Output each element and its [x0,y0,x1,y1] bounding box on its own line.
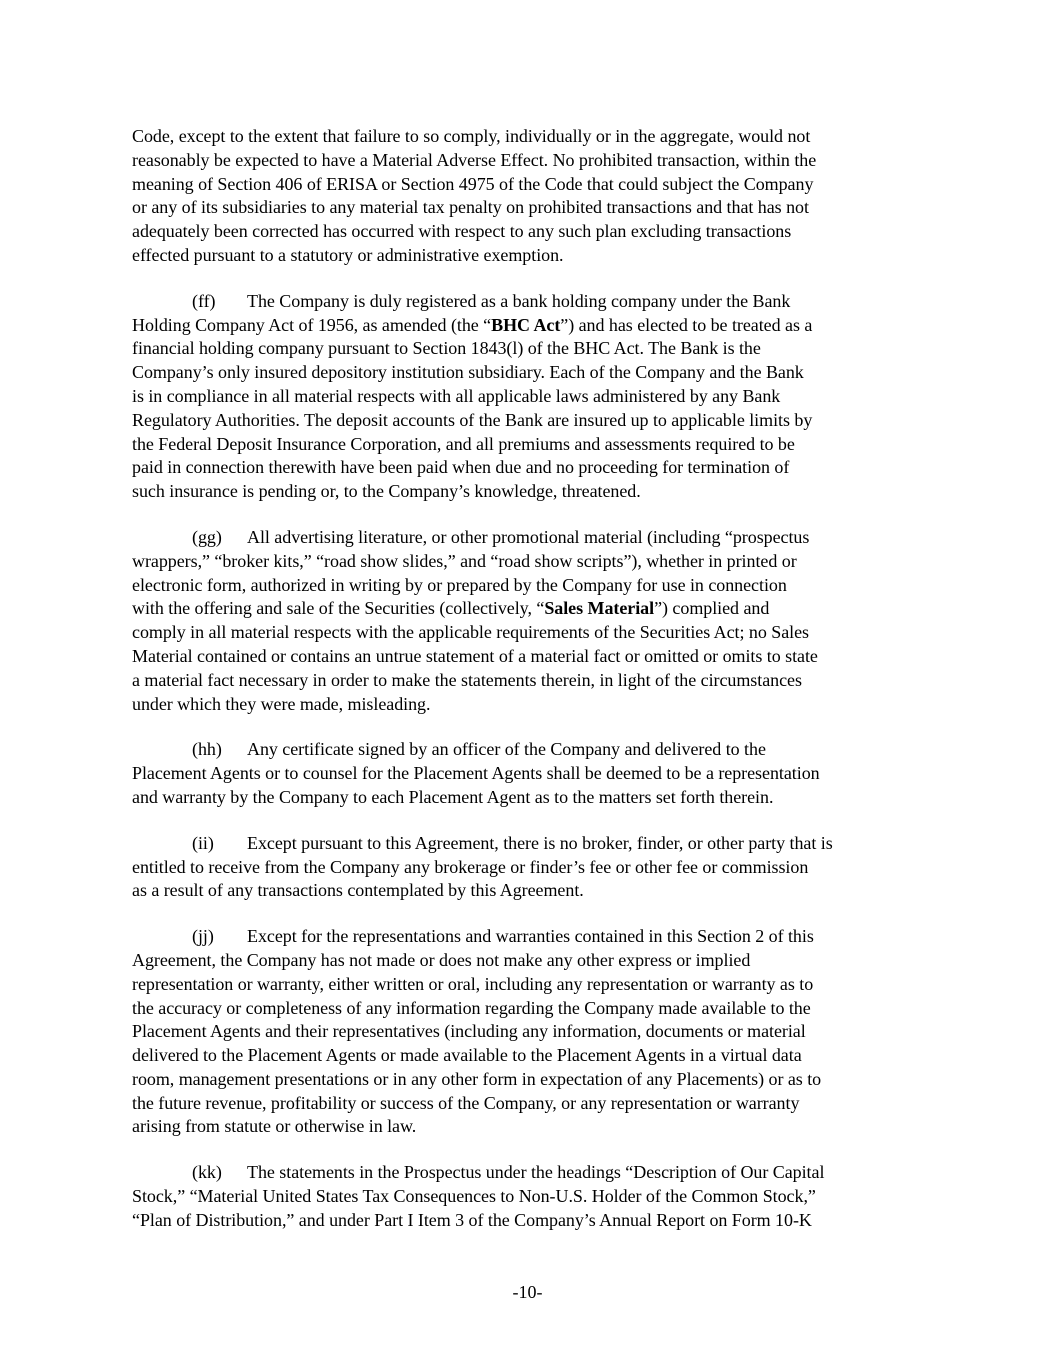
text-line: effected pursuant to a statutory or administrative exemption. [132,244,564,265]
paragraph-ff [132,290,932,504]
text-line: arising from statute or otherwise in law. [132,1116,417,1137]
text-line: Placement Agents or to counsel for the Placement Agents shall be deemed to be a representation [132,763,820,784]
text-line: Company’s only insured depository institution subsidiary. Each of the Company and the Bank [132,362,804,383]
defined-term: BHC Act [491,314,561,335]
document-body [132,125,932,1255]
paragraph-label: (gg) [192,526,222,547]
text-line: and warranty by the Company to each Placement Agent as to the matters set forth therein. [132,786,774,807]
text-line: comply in all material respects with the applicable requirements of the Securities Act; no Sales [132,622,809,643]
text-line: reasonably be expected to have a Material Adverse Effect. No prohibited transaction, within the [132,149,817,170]
text-line: under which they were made, misleading. [132,693,431,714]
text-line: (jj) Except for the representations and warranties contained in this Section 2 of this [132,925,932,949]
paragraph-label: (hh) [192,739,222,760]
text-line: “Plan of Distribution,” and under Part I Item 3 of the Company’s Annual Report on Form 10-K [132,1209,812,1230]
paragraph-label: (ff) [192,290,216,311]
text-line: wrappers,” “broker kits,” “road show slides,” and “road show scripts”), whether in printed or [132,550,797,571]
paragraph-continued [132,125,932,268]
text-line: or any of its subsidiaries to any material tax penalty on prohibited transactions and that has not [132,197,809,218]
defined-term: Sales Material [544,598,655,619]
text-line: is in compliance in all material respects with all applicable laws administered by any Bank [132,385,781,406]
text-line: (kk) The statements in the Prospectus under the headings “Description of Our Capital [132,1161,932,1185]
page-number: -10- [512,1282,543,1302]
text-line: (ii) Except pursuant to this Agreement, there is no broker, finder, or other party that is [132,832,932,856]
text-line: the future revenue, profitability or success of the Company, or any representation or warranty [132,1092,800,1113]
text-line: the accuracy or completeness of any information regarding the Company made available to the [132,997,811,1018]
text-line: the Federal Deposit Insurance Corporation, and all premiums and assessments required to be [132,433,795,454]
text-line: entitled to receive from the Company any brokerage or finder’s fee or other fee or commission [132,856,809,877]
text-line: financial holding company pursuant to Section 1843(l) of the BHC Act. The Bank is the [132,338,761,359]
text-line: paid in connection therewith have been paid when due and no proceeding for termination of [132,457,790,478]
text-line: meaning of Section 406 of ERISA or Section 4975 of the Code that could subject the Company [132,173,814,194]
text-line: representation or warranty, either written or oral, including any representation or warranty as to [132,973,814,994]
text-line: Stock,” “Material United States Tax Consequences to Non-U.S. Holder of the Common Stock,” [132,1186,816,1207]
text-line: Holding Company Act of 1956, as amended (the “BHC Act”) and has elected to be treated as a [132,314,813,335]
paragraph-label: (ii) [192,832,214,853]
text-line: as a result of any transactions contemplated by this Agreement. [132,880,584,901]
text-line: (ff) The Company is duly registered as a bank holding company under the Bank [132,290,932,314]
paragraph-label: (kk) [192,1162,222,1183]
paragraph-jj [132,925,932,1139]
paragraph-hh [132,738,932,809]
paragraph-gg [132,526,932,716]
text-line: Agreement, the Company has not made or does not make any other express or implied [132,949,751,970]
text-line: such insurance is pending or, to the Company’s knowledge, threatened. [132,481,641,502]
text-line: (hh) Any certificate signed by an officer of the Company and delivered to the [132,738,932,762]
text-line: room, management presentations or in any other form in expectation of any Placements) or as to [132,1068,822,1089]
paragraph-kk [132,1161,932,1232]
text-line: electronic form, authorized in writing by or prepared by the Company for use in connection [132,574,787,595]
text-line: Code, except to the extent that failure to so comply, individually or in the aggregate, would not [132,126,811,146]
text-line: with the offering and sale of the Securities (collectively, “Sales Material”) complied and [132,598,770,619]
text-line: a material fact necessary in order to make the statements therein, in light of the circumstances [132,669,802,690]
text-line: Placement Agents and their representatives (including any information, documents or material [132,1021,806,1042]
text-line: delivered to the Placement Agents or made available to the Placement Agents in a virtual data [132,1045,802,1066]
text-line: Regulatory Authorities. The deposit accounts of the Bank are insured up to applicable limits by [132,409,813,430]
text-line: (gg) All advertising literature, or other promotional material (including “prospectus [132,526,932,550]
text-line: Material contained or contains an untrue statement of a material fact or omitted or omits to state [132,645,818,666]
paragraph-ii [132,832,932,903]
paragraph-label: (jj) [192,926,214,947]
text-line: adequately been corrected has occurred with respect to any such plan excluding transactions [132,221,792,242]
